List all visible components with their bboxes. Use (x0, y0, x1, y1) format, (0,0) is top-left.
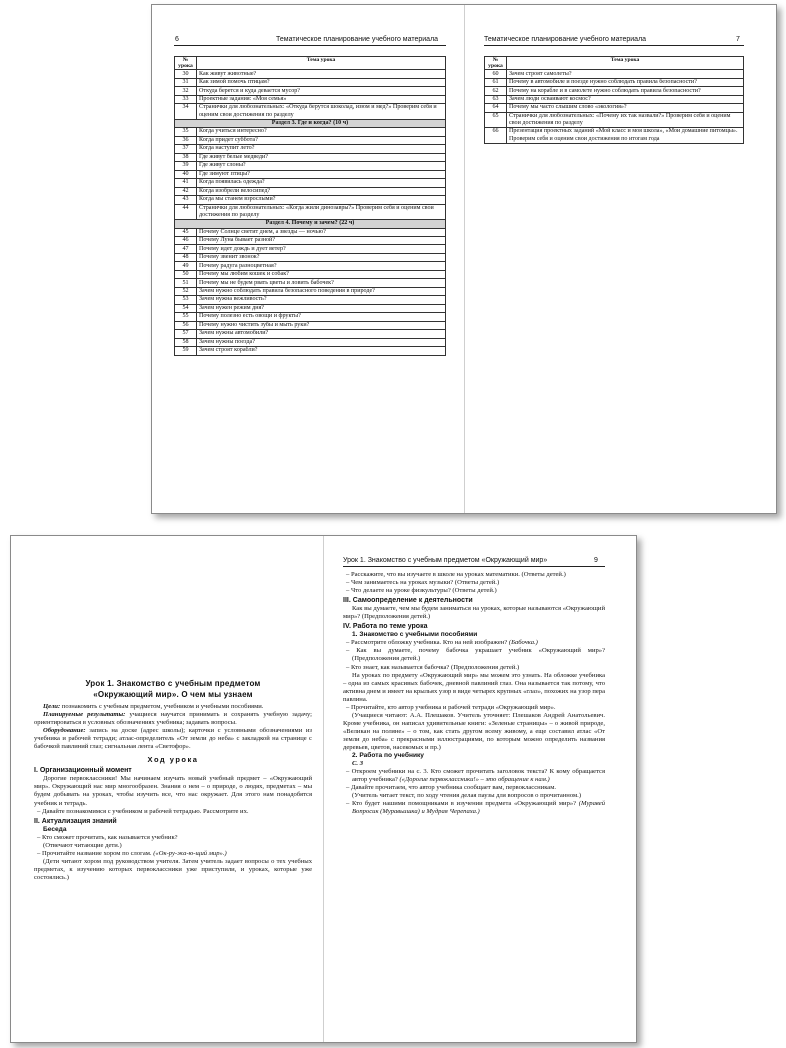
table-row (175, 196, 446, 204)
lesson-number: 38 (175, 153, 197, 161)
lesson-number: 49 (175, 262, 197, 270)
lesson-number: 30 (175, 70, 197, 78)
subsection-heading: Беседа (43, 825, 67, 833)
lesson-number: 63 (485, 95, 507, 103)
dialog-line: – Давайте прочитаем, что автор учебника сообщает вам, первоклассникам. (346, 784, 557, 792)
lesson-topic: Странички для любознательных: «Откуда берутся шоколад, изюм и мед?» Проверим себя и оценим свои достижения по разделу (197, 104, 446, 120)
paragraph: (Учащиеся читают: А.А. Плешаков. Учитель уточняет: Плешаков Андрей Анатольевич. Кроме учебника, он написал удивительные книги: «Зеленые страницы» – о живой природе, «Великан на поляне» – о том, как стать другом всему живому, а еще составил атлас «От земли до неба» с прекрасными иллюстрациями, по которым можно определить названия деревьев, цветов, насекомых и пр.) (343, 711, 605, 751)
lesson-topic: Почему идет дождь и дует ветер? (197, 245, 446, 253)
column-header-topic: Тема урока (507, 57, 744, 70)
column-header-number: № урока (175, 57, 197, 70)
header-rule (343, 566, 605, 567)
lesson-body-column (343, 571, 605, 816)
lesson-number: 64 (485, 104, 507, 112)
lesson-number: 60 (485, 70, 507, 78)
table-row (175, 70, 446, 78)
dialog-line: – Что делаете на уроке физкультуры? (Ответы детей.) (346, 587, 497, 595)
lesson-number: 61 (485, 78, 507, 86)
lesson-topic: Почему полезно есть овощи и фрукты? (197, 313, 446, 321)
lesson-number: 40 (175, 170, 197, 178)
subsection-heading: 2. Работа по учебнику (352, 752, 424, 760)
lesson-number: 57 (175, 330, 197, 338)
lesson-topic: Как зимой помочь птицам? (197, 78, 446, 86)
table-row (175, 321, 446, 329)
lesson-topic: Когда придет суббота? (197, 136, 446, 144)
bottom-book-spread (10, 535, 637, 1043)
subsection-heading: 1. Знакомство с учебными пособиями (352, 631, 478, 639)
results-paragraph: Планируемые результаты: учащиеся научатся принимать и сохранять учебную задачу; ориентироваться в условных обозначениях учебника; задавать вопросы. (34, 711, 313, 727)
table-row (175, 179, 446, 187)
lesson-number: 43 (175, 196, 197, 204)
table-row (485, 78, 744, 86)
lesson-number: 54 (175, 304, 197, 312)
dialog-line: – Кто сможет прочитать, как называется учебник? (37, 833, 178, 841)
table-row (175, 262, 446, 270)
section-heading: II. Актуализация знаний (34, 817, 117, 825)
lesson-topic: Почему радуга разноцветная? (197, 262, 446, 270)
lesson-title-line-2: «Окружающий мир». О чем мы узнаем (93, 690, 253, 699)
dialog-line: – Кто знает, как называется бабочка? (Предположения детей.) (346, 663, 520, 671)
lesson-number: 41 (175, 179, 197, 187)
lesson-topic: Странички для любознательных: «Когда жили динозавры?» Проверим себя и оценим свои достижения по разделу (197, 204, 446, 220)
lesson-number: 58 (175, 338, 197, 346)
lesson-topic: Зачем строят самолеты? (507, 70, 744, 78)
table-row (175, 128, 446, 136)
section-heading: I. Организационный момент (34, 767, 132, 775)
lesson-number: 50 (175, 270, 197, 278)
header-rule (174, 45, 446, 46)
lesson-topic: Как живут животные? (197, 70, 446, 78)
lesson-topic: Почему звенит звонок? (197, 253, 446, 261)
table-row (175, 95, 446, 103)
lesson-number: 55 (175, 313, 197, 321)
lesson-number: 65 (485, 112, 507, 128)
lesson-topic: Зачем строят корабли? (197, 347, 446, 355)
lesson-number: 51 (175, 279, 197, 287)
lesson-number: 34 (175, 104, 197, 120)
dialog-line: – Прочитайте, кто автор учебника и рабочей тетради «Окружающий мир». (346, 703, 556, 711)
lesson-number: 52 (175, 287, 197, 295)
lesson-topic: Почему на корабле и в самолете нужно соблюдать правила безопасности? (507, 87, 744, 95)
table-row (485, 70, 744, 78)
table-row (175, 145, 446, 153)
table-row (175, 270, 446, 278)
lesson-topic: Зачем нужны поезда? (197, 338, 446, 346)
lesson-topic: Почему мы не будем рвать цветы и ловить бабочек? (197, 279, 446, 287)
column-header-number: № урока (485, 57, 507, 70)
section-title: Раздел 4. Почему и зачем? (22 ч) (175, 220, 446, 228)
table-row (175, 87, 446, 95)
table-row (485, 95, 744, 103)
lesson-number: 36 (175, 136, 197, 144)
table-row (175, 279, 446, 287)
lesson-number: 59 (175, 347, 197, 355)
table-row (175, 228, 446, 236)
table-row (175, 330, 446, 338)
page-number: 6 (175, 36, 179, 43)
lesson-topic: Зачем люди осваивают космос? (507, 95, 744, 103)
table-row (175, 347, 446, 355)
running-head: Урок 1. Знакомство с учебным предметом «Окружающий мир» (343, 557, 548, 564)
table-row (175, 296, 446, 304)
lesson-number: 62 (485, 87, 507, 95)
lesson-topic: Зачем нужна вежливость? (197, 296, 446, 304)
goals-paragraph: Цели: познакомить с учебным предметом, учебником и учебными пособиями. (43, 703, 264, 710)
section-title: Раздел 3. Где и когда? (10 ч) (175, 119, 446, 127)
lesson-topic: Почему Солнце светит днем, а звезды — ночью? (197, 228, 446, 236)
dialog-line: – Прочитайте название хором по слогам. («Ок-ру-жа-ю-щий мир».) (37, 849, 227, 857)
table-row (485, 87, 744, 95)
lesson-title-line-1: Урок 1. Знакомство с учебным предметом (85, 679, 261, 688)
spine-divider (323, 536, 324, 1042)
lesson-number: 42 (175, 187, 197, 195)
table-row (175, 237, 446, 245)
lesson-number: 33 (175, 95, 197, 103)
lesson-topic: Когда появилась одежда? (197, 179, 446, 187)
table-row (175, 104, 446, 120)
table-row (175, 78, 446, 86)
lesson-topic: Почему мы любим кошек и собак? (197, 270, 446, 278)
running-head: Тематическое планирование учебного материала (276, 36, 439, 43)
table-row (175, 338, 446, 346)
paragraph: (Отвечают читающие дети.) (43, 841, 122, 849)
lesson-topic: Почему нужно чистить зубы и мыть руки? (197, 321, 446, 329)
lesson-topic: Презентация проектных заданий «Мой класс и моя школа», «Мои домашние питомцы». Проверим себя и оценим свои достижения по итогам года (507, 128, 744, 144)
dialog-line: – Чем занимаетесь на уроках музыки? (Ответы детей.) (346, 579, 500, 587)
lesson-number: 31 (175, 78, 197, 86)
paragraph: (Учитель читает текст, по ходу чтения делая паузы для вопросов о прочитанном.) (352, 792, 582, 800)
lesson-number: 44 (175, 204, 197, 220)
lesson-topic: Когда изобрели велосипед? (197, 187, 446, 195)
lesson-number: 45 (175, 228, 197, 236)
lesson-number: 47 (175, 245, 197, 253)
lesson-topic: Почему Луна бывает разной? (197, 237, 446, 245)
lesson-number: 56 (175, 321, 197, 329)
lesson-topic: Зачем нужно соблюдать правила безопасного поведения в природе? (197, 287, 446, 295)
lesson-topic: Когда наступит лето? (197, 145, 446, 153)
header-rule (484, 45, 744, 46)
lesson-topic: Зачем нужны автомобили? (197, 330, 446, 338)
table-row (485, 104, 744, 112)
lesson-number: 37 (175, 145, 197, 153)
page-reference: С. 3 (352, 760, 363, 768)
paragraph: Дорогие первоклассники! Мы начинаем изучать новый учебный предмет – «Окружающий мир». Окружающий нас мир многообразен. Знания о нем – о природе, о людях, предметах – мы будем добывать на уроках, чтобы изучить все, что нас окружает. Для этого нам понадобятся учебник и тетрадь. (34, 775, 312, 807)
lesson-topic: Откуда берется и куда девается мусор? (197, 87, 446, 95)
table-row (175, 153, 446, 161)
spine-divider (464, 5, 465, 513)
paragraph: На уроках по предмету «Окружающий мир» мы можем это узнать. На обложке учебника – одна из самых красивых бабочек, дневной павлиний глаз. Она называется так потому, что активна днем и имеет на крыльях узор в виде четырех крупных «глаз», похожих на узор пера павлина. (343, 671, 605, 703)
dialog-line: – Рассмотрите обложку учебника. Кто на ней изображен? (Бабочка.) (346, 639, 538, 647)
running-head: Тематическое планирование учебного материала (484, 36, 647, 43)
lesson-topic: Где зимуют птицы? (197, 170, 446, 178)
lesson-number: 66 (485, 128, 507, 144)
lesson-number: 46 (175, 237, 197, 245)
lesson-topic: Проектные задания: «Моя семья» (197, 95, 446, 103)
equipment-paragraph: Оборудование: запись на доске (адрес школы); карточки с условными обозначениями из учебника и рабочей тетради; атлас-определитель «От земли до неба» с закладкой на странице с бабочкой павлиний глаз; сигнальная лента «Светофор». (34, 727, 313, 751)
section-heading: IV. Работа по теме урока (343, 623, 428, 631)
lesson-intro-column (34, 678, 312, 882)
dialog-line: – Расскажите, что вы изучаете в школе на уроках математики. (Ответы детей.) (346, 571, 566, 578)
lesson-topic: Почему мы часто слышим слово «экология»? (507, 104, 744, 112)
table-row (175, 162, 446, 170)
table-row (175, 204, 446, 220)
table-row (175, 136, 446, 144)
lesson-number: 39 (175, 162, 197, 170)
dialog-line: – Откроем учебники на с. 3. Кто сможет прочитать заголовок текста? К кому обращается автор учебника? («Дорогие первоклассники!» – это обращение к нам.) (346, 768, 605, 784)
lesson-topic: Зачем нужен режим дня? (197, 304, 446, 312)
page-number: 7 (736, 36, 740, 43)
lesson-topic: Когда мы станем взрослыми? (197, 196, 446, 204)
lesson-number: 32 (175, 87, 197, 95)
table-row (175, 253, 446, 261)
table-row (485, 128, 744, 144)
lesson-topic: Почему в автомобиле и поезде нужно соблюдать правила безопасности? (507, 78, 744, 86)
page-number: 9 (594, 557, 598, 564)
dialog-line: – Кто будет нашими помощниками в изучении предмета «Окружающий мир»? (Муравей Вопросик (Муравьишка) и Мудрая Черепаха.) (346, 800, 605, 816)
table-row (175, 287, 446, 295)
lesson-plan-table (174, 56, 446, 356)
section-heading: III. Самоопределение к деятельности (343, 597, 473, 605)
table-row (175, 313, 446, 321)
column-header-topic: Тема урока (197, 57, 446, 70)
table-row (175, 304, 446, 312)
table-row (175, 187, 446, 195)
lesson-number: 48 (175, 253, 197, 261)
paragraph: (Дети читают хором под руководством учителя. Затем учитель задает вопросы о тех учебных предметах, к изучению которых первоклассники уже приступили, и уроках, которые уже состоялись.) (34, 857, 312, 881)
lesson-number: 35 (175, 128, 197, 136)
paragraph: Как вы думаете, чем мы будем заниматься на уроках, которые называются «Окружающий мир»? (Предположения детей.) (343, 605, 605, 621)
lesson-number: 53 (175, 296, 197, 304)
table-row (175, 170, 446, 178)
dialog-line: – Как вы думаете, почему бабочка украшает учебник «Окружающий мир»? (Предположения детей.) (346, 647, 605, 663)
lesson-topic: Где живут слоны? (197, 162, 446, 170)
dialog-line: – Давайте познакомимся с учебником и рабочей тетрадью. Рассмотрите их. (37, 807, 249, 815)
lesson-topic: Когда учиться интересно? (197, 128, 446, 136)
table-row (485, 112, 744, 128)
table-row (175, 245, 446, 253)
lesson-course-heading: Ход урока (147, 755, 199, 765)
table-section-row (175, 119, 446, 127)
lesson-topic: Странички для любознательных: «Почему их так назвали?» Проверим себя и оценим свои достижения по разделу (507, 112, 744, 128)
lesson-plan-table (484, 56, 744, 144)
table-section-row (175, 220, 446, 228)
lesson-topic: Где живут белые медведи? (197, 153, 446, 161)
top-book-spread (151, 4, 777, 514)
